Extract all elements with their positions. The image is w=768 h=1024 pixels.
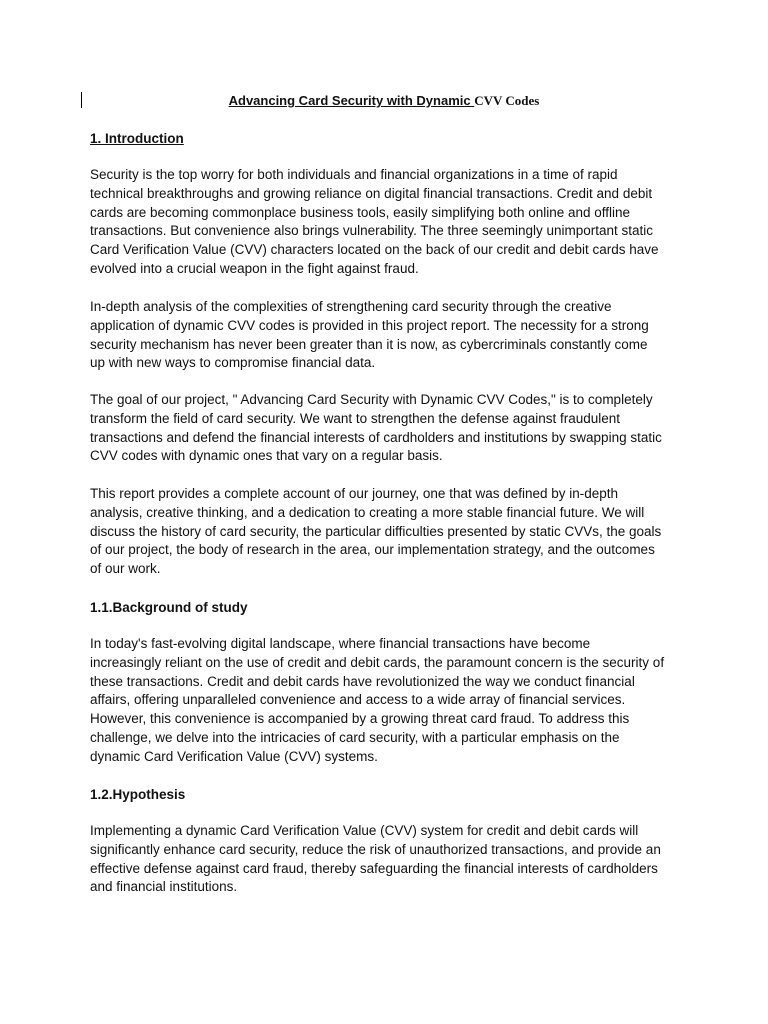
heading-hypothesis: 1.2.Hypothesis [90, 787, 186, 802]
title-part-underlined: Advancing Card Security with Dynamic [228, 93, 475, 108]
intro-paragraph-2: In-depth analysis of the complexities of strengthening card security through the creative application of dynamic CVV codes is provided in this project report. The necessity for a strong security mechanism has never been greater than it is now, as cybercriminals constantly come up with new ways to compromise financial data. [90, 299, 649, 371]
heading-introduction: 1. Introduction [90, 131, 184, 146]
intro-paragraph-3: The goal of our project, " Advancing Card Security with Dynamic CVV Codes," is to completely transform the field of card security. We want to strengthen the defense against fraudulent transactions and defend the financial interests of cardholders and institutions by swapping static CVV codes with dynamic ones that vary on a regular basis. [90, 392, 662, 464]
hypothesis-paragraph: Implementing a dynamic Card Verification Value (CVV) system for credit and debit cards will significantly enhance card security, reduce the risk of unauthorized transactions, and provide an effective defense against card fraud, thereby safeguarding the financial interests of cardholders and financial institutions. [90, 823, 661, 895]
background-paragraph: In today's fast-evolving digital landscape, where financial transactions have become increasingly reliant on the use of credit and debit cards, the paramount concern is the security of these transactions. Credit and debit cards have revolutionized the way we conduct financial affairs, offering unparalleled convenience and access to a wide array of financial services. However, this convenience is accompanied by a growing threat card fraud. To address this challenge, we delve into the intricacies of card security, with a particular emphasis on the dynamic Card Verification Value (CVV) systems. [90, 636, 665, 764]
intro-paragraph-1: Security is the top worry for both individuals and financial organizations in a time of rapid technical breakthroughs and growing reliance on digital financial transactions. Credit and debit cards are becoming commonplace business tools, easily simplifying both online and offline transactions. But convenience also brings vulnerability. The three seemingly unimportant static Card Verification Value (CVV) characters located on the back of our credit and debit cards have evolved into a crucial weapon in the fight against fraud. [90, 167, 659, 276]
document-title [0, 93, 768, 109]
heading-background-of-study: 1.1.Background of study [90, 600, 248, 615]
intro-paragraph-4: This report provides a complete account of our journey, one that was defined by in-depth analysis, creative thinking, and a dedication to creating a more stable financial future. We will discuss the history of card security, the particular difficulties presented by static CVVs, the goals of our project, the body of research in the area, our implementation strategy, and the outcomes of our work. [90, 486, 662, 577]
title-part-serif: CVV Codes [474, 93, 540, 108]
